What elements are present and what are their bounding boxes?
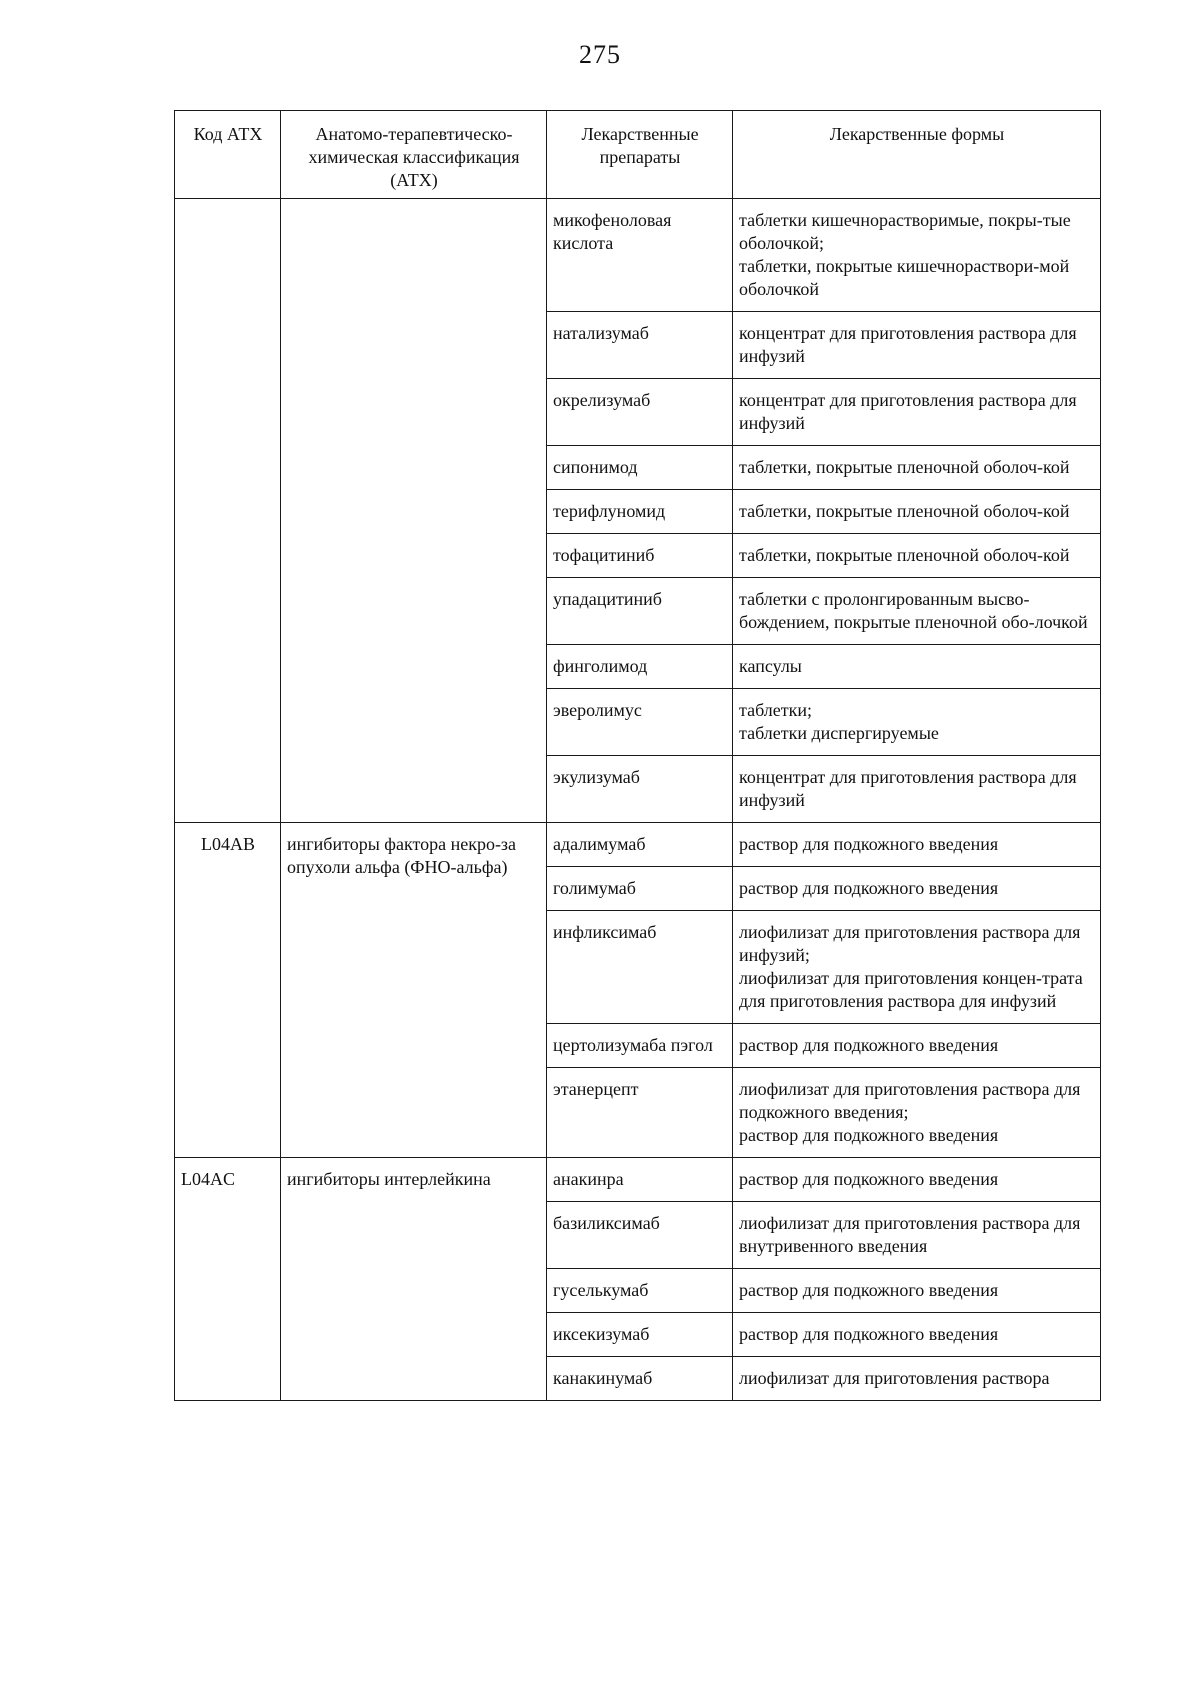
drug-name-cell: упадацитиниб [547,578,733,645]
dosage-form-cell: таблетки, покрытые пленочной оболоч-кой [733,446,1101,490]
drug-name-cell: инфликсимаб [547,911,733,1024]
dosage-form-cell: таблетки; таблетки диспергируемые [733,689,1101,756]
drug-name-cell: терифлуномид [547,490,733,534]
dosage-form-cell: лиофилизат для приготовления раствора для подкожного введения; раствор для подкожного введения [733,1068,1101,1158]
dosage-form-cell: таблетки, покрытые пленочной оболоч-кой [733,534,1101,578]
table-row [175,1158,1101,1202]
dosage-form-cell: раствор для подкожного введения [733,867,1101,911]
drug-name-cell: базиликсимаб [547,1202,733,1269]
dosage-form-cell: лиофилизат для приготовления раствора для инфузий; лиофилизат для приготовления концен-трата для приготовления раствора для инфузий [733,911,1101,1024]
table-row [175,823,1101,867]
drug-name-cell: адалимумаб [547,823,733,867]
drug-name-cell: микофеноловая кислота [547,199,733,312]
drug-table [174,110,1101,1401]
atc-classification-cell [281,199,547,823]
table-row [175,199,1101,312]
drug-name-cell: анакинра [547,1158,733,1202]
drug-name-cell: этанерцепт [547,1068,733,1158]
dosage-form-cell: лиофилизат для приготовления раствора для внутривенного введения [733,1202,1101,1269]
atc-code-cell [175,199,281,823]
atc-code-cell: L04AB [175,823,281,1158]
dosage-form-cell: раствор для подкожного введения [733,1158,1101,1202]
header-atc-code: Код АТХ [175,111,281,199]
dosage-form-cell: капсулы [733,645,1101,689]
drug-name-cell: гуселькумаб [547,1269,733,1313]
dosage-form-cell: таблетки кишечнорастворимые, покры-тые оболочкой; таблетки, покрытые кишечнораствори-мой оболочкой [733,199,1101,312]
dosage-form-cell: концентрат для приготовления раствора для инфузий [733,312,1101,379]
drug-name-cell: экулизумаб [547,756,733,823]
drug-name-cell: окрелизумаб [547,379,733,446]
header-row [175,111,1101,199]
header-dosage-forms: Лекарственные формы [733,111,1101,199]
table-body [175,199,1101,1401]
drug-name-cell: голимумаб [547,867,733,911]
drug-name-cell: сипонимод [547,446,733,490]
drug-name-cell: натализумаб [547,312,733,379]
dosage-form-cell: раствор для подкожного введения [733,1313,1101,1357]
header-drugs: Лекарственные препараты [547,111,733,199]
drug-name-cell: цертолизумаба пэгол [547,1024,733,1068]
dosage-form-cell: раствор для подкожного введения [733,1024,1101,1068]
dosage-form-cell: раствор для подкожного введения [733,823,1101,867]
dosage-form-cell: концентрат для приготовления раствора для инфузий [733,756,1101,823]
atc-classification-cell: ингибиторы интерлейкина [281,1158,547,1401]
dosage-form-cell: лиофилизат для приготовления раствора [733,1357,1101,1401]
header-atc-classification: Анатомо-терапевтическо-химическая классификация (АТХ) [281,111,547,199]
drug-name-cell: канакинумаб [547,1357,733,1401]
drug-name-cell: эверолимус [547,689,733,756]
drug-name-cell: тофацитиниб [547,534,733,578]
atc-code-cell: L04AC [175,1158,281,1401]
atc-classification-cell: ингибиторы фактора некро-за опухоли альфа (ФНО-альфа) [281,823,547,1158]
drug-name-cell: иксекизумаб [547,1313,733,1357]
dosage-form-cell: таблетки с пролонгированным высво-бождением, покрытые пленочной обо-лочкой [733,578,1101,645]
page-number: 275 [579,40,621,69]
dosage-form-cell: концентрат для приготовления раствора для инфузий [733,379,1101,446]
drug-name-cell: финголимод [547,645,733,689]
dosage-form-cell: таблетки, покрытые пленочной оболоч-кой [733,490,1101,534]
dosage-form-cell: раствор для подкожного введения [733,1269,1101,1313]
